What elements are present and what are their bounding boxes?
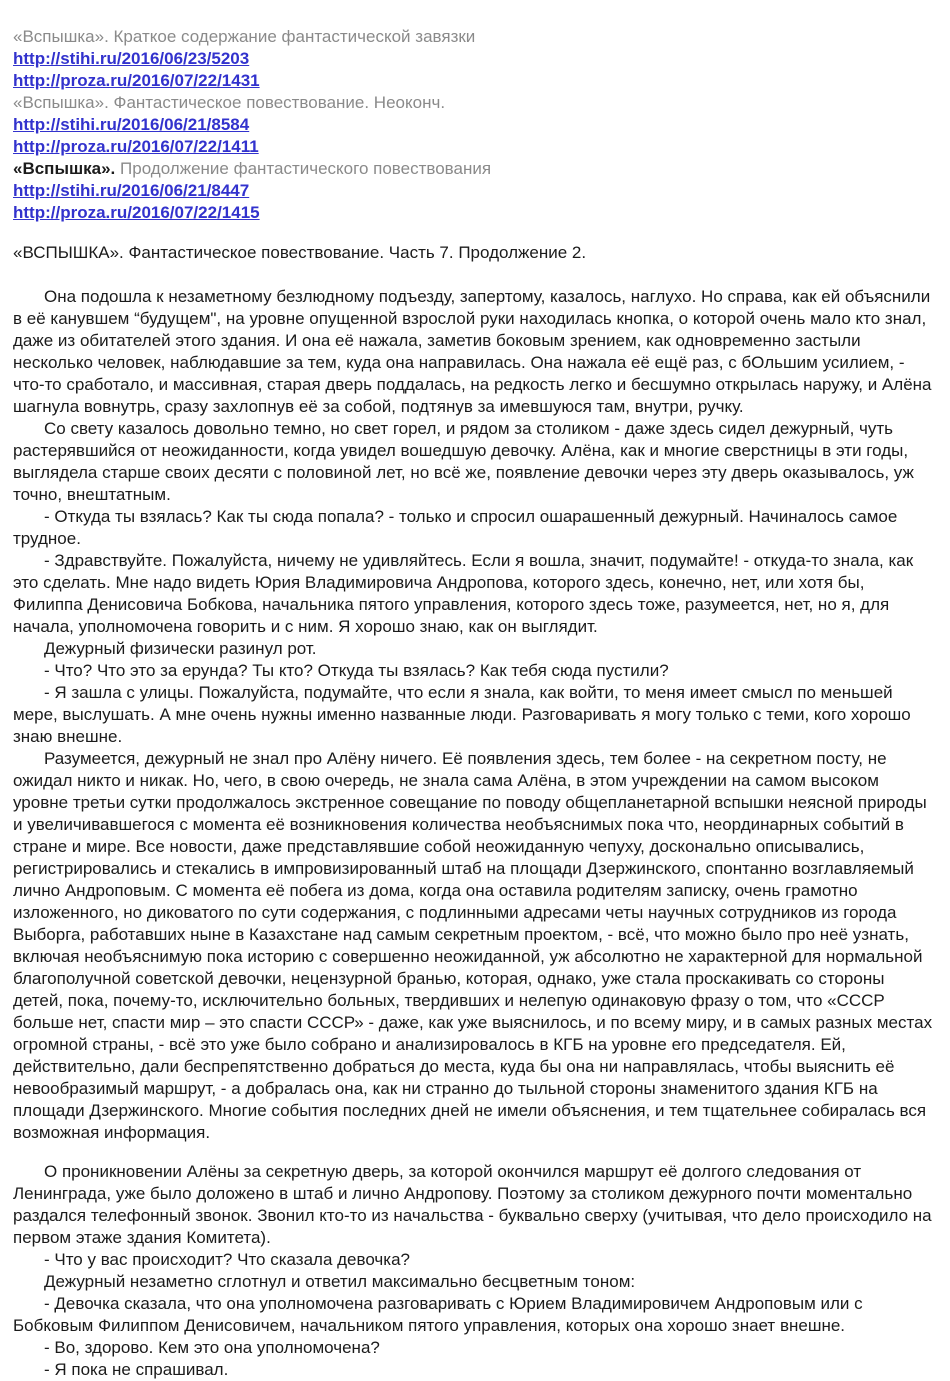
story-paragraph: О проникновении Алёны за секретную дверь, за которой окончился маршрут её долгого следования от Ленинграда, уже было доложено в штаб и лично Андропову. Поэтому за столиком дежурного почти моментально раздался телефонный звонок. Звонил кто-то из начальства - буквально сверху (учитывая, что дело происходило на первом этаже здания Комитета). [13, 1162, 932, 1247]
story-paragraph: Со свету казалось довольно темно, но свет горел, и рядом за столиком - даже здесь сидел дежурный, чуть растерявшийся от неожиданности, когда увидел вошедшую девочку. Алёна, как и многие сверстницы в эти годы, выглядела старше своих десяти с половиной лет, но всё же, появление девочки через эту дверь оказывалось, уж точно, внештатным. [13, 419, 914, 504]
story-paragraph-dialogue: - Что? Что это за ерунда? Ты кто? Откуда ты взялась? Как тебя сюда пустили? [44, 661, 669, 680]
story-paragraph: Разумеется, дежурный не знал про Алёну ничего. Её появления здесь, тем более - на секретном посту, не ожидал никто и никак. Но, чего, в свою очередь, не знала сама Алёна, в этом учреждении на самом высоком уровне третьи сутки продолжалось экстренное совещание по поводу общепланетарной вспышки неясной природы и увеличивавшегося с момента её возникновения количества необъяснимых пока что, неординарных событий в стране и мире. Все новости, даже представлявшие собой неожиданную чепуху, досконально описывались, регистрировались и стекались в импровизированный штаб на площади Дзержинского, спонтанно возглавляемый лично Андроповым. С момента её побега из дома, когда она оставила родителям записку, очень грамотно изложенного, но диковатого по сути содержания, с подлинными адресами четы научных сотрудников из города Выборга, работавших ныне в Казахстане над самым секретным проектом, - всё, что можно было про неё узнать, включая необъяснимую пока историю с совершенно неожиданной, уж абсолютно не характерной для нормальной благополучной советской девочки, нецензурной бранью, которая, однако, уже стала проскакивать со стороны детей, пока, почему-то, исключительно больных, твердивших и нелепую одинаковую фразу о том, что «СССР больше нет, спасти мир – это спасти СССР» - даже, как уже выяснилось, и по всему миру, и в самых разных местах огромной страны, - всё это уже было собрано и анализировалось в КГБ на уровне его председателя. Ей, действительно, дали беспрепятственно добраться до места, куда бы она ни направлялась, чтобы выяснить её невообразимый маршрут, - а добралась она, как ни странно до тыльной стороны знаменитого здания КГБ на площади Дзержинского. Многие события последних дней не имели объяснения, и тем тщательнее собиралась вся возможная информация. [13, 749, 933, 1142]
series-caption [13, 26, 938, 48]
story-paragraph-dialogue: - Во, здорово. Кем это она уполномочена? [44, 1338, 380, 1357]
story-paragraph: Дежурный физически разинул рот. [44, 639, 317, 658]
stihi-link[interactable]: http://stihi.ru/2016/06/21/8447 [13, 181, 250, 200]
story-paragraph-dialogue: - Откуда ты взялась? Как ты сюда попала? - только и спросил ошарашенный дежурный. Начиналось самое трудное. [13, 507, 898, 548]
series-links-header [13, 26, 938, 224]
link-line [13, 114, 938, 136]
link-line [13, 202, 938, 224]
link-line [13, 136, 938, 158]
series-group-synopsis [13, 26, 938, 92]
story-paragraph: Она подошла к незаметному безлюдному подъезду, запертому, казалось, наглухо. Но справа, как ей объяснили в её канувшем “будущем", на уровне опущенной взрослой руки находилась кнопка, о которой очень мало кто знал, даже из обитателей этого здания. И она её нажала, заметив боковым зрением, как одновременно застыли несколько человек, наблюдавшие за тем, куда она направилась. Она нажала её ещё раз, с бОльшим усилием, - что-то сработало, и массивная, старая дверь поддалась, на редкость легко и бесшумно открылась наружу, и Алёна шагнула вовнутрь, сразу захлопнув её за собой, подтянув за имевшуюся там, внутри, ручку. [13, 287, 932, 416]
series-caption-text: «Вспышка». Краткое содержание фантастической завязки [13, 27, 476, 46]
story-paragraph: Дежурный незаметно сглотнул и ответил максимально бесцветным тоном: [44, 1272, 636, 1291]
story-body [13, 286, 938, 1381]
stihi-link[interactable]: http://stihi.ru/2016/06/21/8584 [13, 115, 250, 134]
series-group-continuation [13, 158, 938, 224]
series-caption-text: Продолжение фантастического повествования [115, 159, 492, 178]
series-caption [13, 158, 938, 180]
page-title: «ВСПЫШКА». Фантастическое повествование. Часть 7. Продолжение 2. [13, 243, 587, 262]
proza-link[interactable]: http://proza.ru/2016/07/22/1411 [13, 137, 259, 156]
proza-link[interactable]: http://proza.ru/2016/07/22/1431 [13, 71, 260, 90]
link-line [13, 48, 938, 70]
link-line [13, 180, 938, 202]
story-paragraph-dialogue: - Что у вас происходит? Что сказала девочка? [44, 1250, 411, 1269]
story-paragraph-dialogue: - Здравствуйте. Пожалуйста, ничему не удивляйтесь. Если я вошла, значит, подумайте! - откуда-то знала, как это сделать. Мне надо видеть Юрия Владимировича Андропова, которого здесь, конечно, нет, или хотя бы, Филиппа Денисовича Бобкова, начальника пятого управления, которого здесь тоже, разумеется, нет, но я, для начала, уполномочена говорить и с ним. Я хорошо знаю, как он выглядит. [13, 551, 914, 636]
series-caption-text: «Вспышка». Фантастическое повествование. Неоконч. [13, 93, 446, 112]
stihi-link[interactable]: http://stihi.ru/2016/06/23/5203 [13, 49, 250, 68]
series-caption [13, 92, 938, 114]
story-paragraph-dialogue: - Я зашла с улицы. Пожалуйста, подумайте, что если я знала, как войти, то меня имеет смысл по меньшей мере, выслушать. А мне очень нужны именно названные люди. Разговаривать я могу только с теми, кого хорошо знаю внешне. [13, 683, 911, 746]
story-paragraph-dialogue: - Я пока не спрашивал. [44, 1360, 229, 1379]
proza-link[interactable]: http://proza.ru/2016/07/22/1415 [13, 203, 260, 222]
story-paragraph-dialogue: - Девочка сказала, что она уполномочена разговаривать с Юрием Владимировичем Андроповым или с Бобковым Филиппом Денисовичем, начальником пятого управления, которых она хорошо знает внешне. [13, 1294, 863, 1335]
series-group-narrative [13, 92, 938, 158]
series-caption-lead: «Вспышка». [13, 159, 116, 178]
link-line [13, 70, 938, 92]
